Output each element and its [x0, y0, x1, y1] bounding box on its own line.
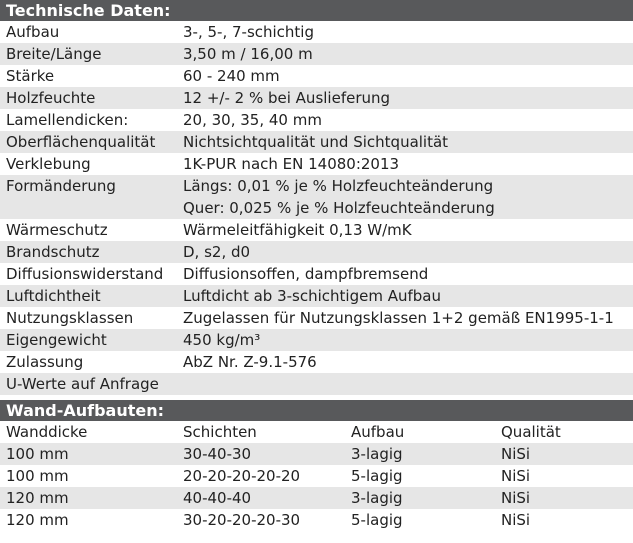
wall-table-row: [0, 509, 633, 531]
structure-cell: 5-lagig: [351, 467, 403, 485]
row-label: Breite/Länge: [6, 45, 102, 63]
table-row: [0, 307, 633, 329]
row-value: AbZ Nr. Z-9.1-576: [183, 353, 317, 371]
layers-cell: 30-20-20-20-30: [183, 511, 301, 529]
row-value: Wärmeleitfähigkeit 0,13 W/mK: [183, 221, 412, 239]
wall-thickness-cell: 120 mm: [6, 511, 69, 529]
row-label: Formänderung: [6, 177, 116, 195]
u-value-note-row: [0, 373, 633, 395]
row-label: Brandschutz: [6, 243, 100, 261]
row-value-line: Quer: 0,025 % je % Holzfeuchteänderung: [183, 199, 495, 217]
row-value: 3,50 m / 16,00 m: [183, 45, 313, 63]
row-value-line: Längs: 0,01 % je % Holzfeuchteänderung: [183, 177, 494, 195]
wall-thickness-cell: 120 mm: [6, 489, 69, 507]
wall-table-row: [0, 487, 633, 509]
row-label: Aufbau: [6, 23, 60, 41]
layers-cell: 40-40-40: [183, 489, 252, 507]
table-row: [0, 65, 633, 87]
row-label: Nutzungsklassen: [6, 309, 134, 327]
column-header-structure: Aufbau: [351, 423, 405, 441]
structure-cell: 3-lagig: [351, 445, 403, 463]
wall-thickness-cell: 100 mm: [6, 445, 69, 463]
table-row: [0, 241, 633, 263]
row-label: Stärke: [6, 67, 55, 85]
table-row: [0, 153, 633, 175]
wall-thickness-cell: 100 mm: [6, 467, 69, 485]
layers-cell: 20-20-20-20-20: [183, 467, 301, 485]
table-row: [0, 87, 633, 109]
layers-cell: 30-40-30: [183, 445, 252, 463]
table-row: [0, 109, 633, 131]
technical-data-header: Technische Daten:: [0, 0, 633, 21]
structure-cell: 5-lagig: [351, 511, 403, 529]
table-row: [0, 219, 633, 241]
row-value: 450 kg/m³: [183, 331, 261, 349]
column-header-wall-thickness: Wanddicke: [6, 423, 88, 441]
column-header-quality: Qualität: [501, 423, 561, 441]
row-label: Lamellendicken:: [6, 111, 129, 129]
row-value: Luftdicht ab 3-schichtigem Aufbau: [183, 287, 441, 305]
row-value: 12 +/- 2 % bei Auslieferung: [183, 89, 391, 107]
row-value: 3-, 5-, 7-schichtig: [183, 23, 315, 41]
wall-table-header-row: [0, 421, 633, 443]
row-label: Zulassung: [6, 353, 84, 371]
row-label: Luftdichtheit: [6, 287, 101, 305]
row-label: Holzfeuchte: [6, 89, 96, 107]
row-value: D, s2, d0: [183, 243, 251, 261]
row-label: Eigengewicht: [6, 331, 107, 349]
quality-cell: NiSi: [501, 511, 531, 529]
wall-structures-header: Wand-Aufbauten:: [0, 400, 633, 421]
row-value: 1K-PUR nach EN 14080:2013: [183, 155, 400, 173]
row-label: Diffusionswiderstand: [6, 265, 164, 283]
row-value: Zugelassen für Nutzungsklassen 1+2 gemäß EN1995-1-1: [183, 309, 614, 327]
row-label: Oberflächenqualität: [6, 133, 156, 151]
row-value: 60 - 240 mm: [183, 67, 280, 85]
quality-cell: NiSi: [501, 489, 531, 507]
table-row: [0, 131, 633, 153]
table-row: [0, 21, 633, 43]
row-value: Diffusionsoffen, dampfbremsend: [183, 265, 429, 283]
row-label: Verklebung: [6, 155, 91, 173]
column-header-layers: Schichten: [183, 423, 257, 441]
row-value: Nichtsichtqualität und Sichtqualität: [183, 133, 449, 151]
table-row: [0, 351, 633, 373]
table-row: [0, 263, 633, 285]
row-value: [183, 175, 633, 219]
wall-table-row: [0, 443, 633, 465]
wall-table-row: [0, 465, 633, 487]
row-label: Wärmeschutz: [6, 221, 108, 239]
table-row: [0, 175, 633, 219]
u-value-note: U-Werte auf Anfrage: [6, 375, 159, 393]
structure-cell: 3-lagig: [351, 489, 403, 507]
quality-cell: NiSi: [501, 445, 531, 463]
row-value: 20, 30, 35, 40 mm: [183, 111, 322, 129]
table-row: [0, 43, 633, 65]
table-row: [0, 329, 633, 351]
table-row: [0, 285, 633, 307]
quality-cell: NiSi: [501, 467, 531, 485]
